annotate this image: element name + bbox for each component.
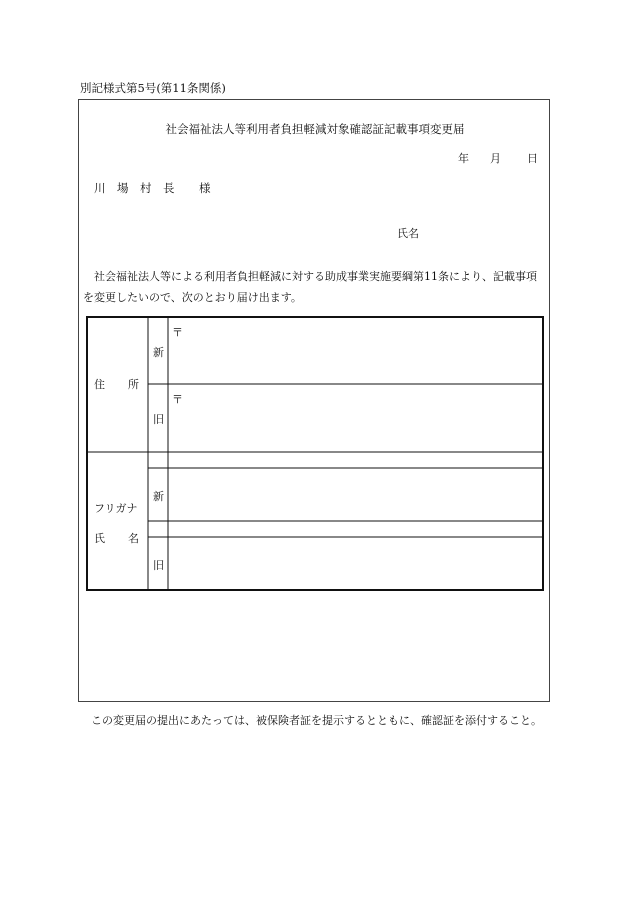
new-name-field[interactable] [170,469,542,520]
document-title: 社会福祉法人等利用者負担軽減対象確認証記載事項変更届 [165,122,465,136]
postal-mark-old: 〒 [172,393,183,406]
change-table [86,316,544,591]
date-year-label: 年 [458,152,469,165]
address-old-label: 旧 [153,413,164,426]
addressee-honorific: 様 [199,181,211,195]
date-month-label: 月 [490,152,501,165]
addressee-char-3: 村 [140,181,152,195]
old-furigana-field[interactable] [170,522,542,536]
address-label-char-2: 所 [128,378,139,391]
applicant-name-label: 氏名 [397,227,419,240]
footer-note: この変更届の提出にあたっては、被保険者証を提示するとともに、確認証を添付すること。 [91,714,542,727]
old-name-field[interactable] [170,538,542,589]
furigana-label: フリガナ [94,502,138,515]
name-label-char-1: 氏 [94,532,105,545]
name-old-label: 旧 [153,559,164,572]
old-address-field[interactable] [170,386,542,451]
address-new-label: 新 [153,346,164,359]
date-day-label: 日 [527,152,538,165]
form-number-label: 別記様式第5号(第11条関係) [80,81,226,95]
body-paragraph: 社会福祉法人等による利用者負担軽減に対する助成事業実施要綱第11条により、記載事項を変更したいので、次のとおり届け出ます。 [83,270,537,304]
addressee-char-1: 川 [94,181,106,195]
new-furigana-field[interactable] [170,453,542,467]
addressee-char-2: 場 [117,181,129,195]
addressee-char-4: 長 [163,181,175,195]
name-label-char-2: 名 [128,532,139,545]
postal-mark-new: 〒 [172,326,183,339]
new-address-field[interactable] [170,319,542,383]
name-new-label: 新 [153,490,164,503]
address-label-char-1: 住 [94,378,105,391]
